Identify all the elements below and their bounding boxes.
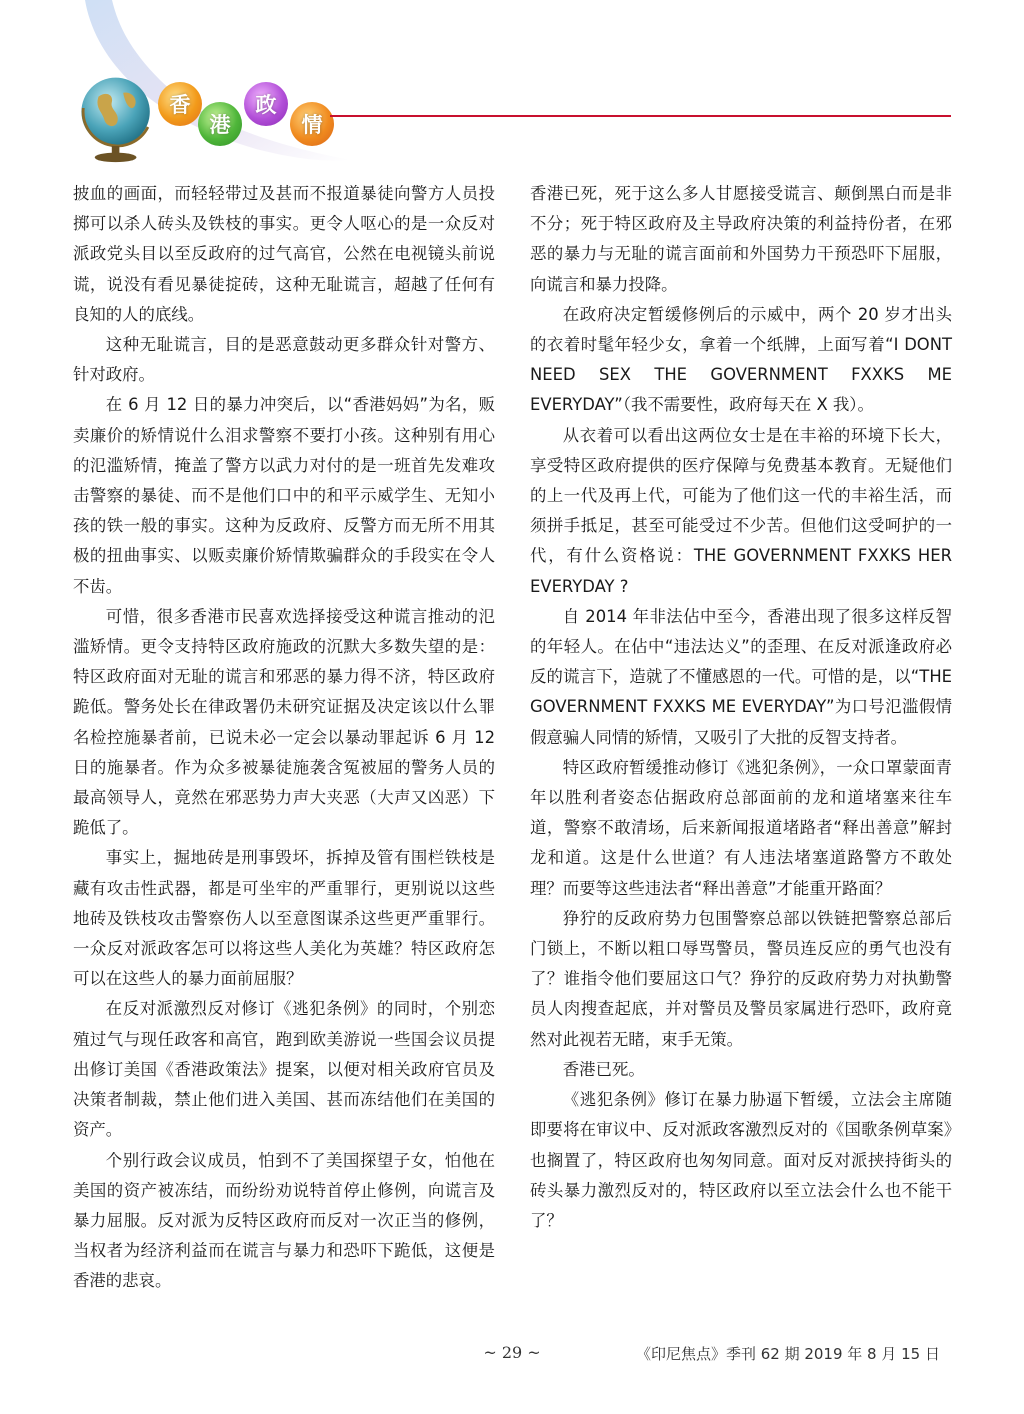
article-column-right xyxy=(530,179,952,1236)
paragraph: 在 6 月 12 日的暴力冲突后，以“香港妈妈”为名，贩卖廉价的矫情说什么泪求警察不要打小孩。这种别有用心的氾滥矫情，掩盖了警方以武力对付的是一班首先发难攻击警察的暴徒、而不是他们口中的和平示威学生、无知小孩的铁一般的事实。这种为反政府、反警方而无所不用其极的扭曲事实、以贩卖廉价矫情欺骗群众的手段实在令人不齿。 xyxy=(73,395,495,596)
paragraph: 《逃犯条例》修订在暴力胁逼下暂缓，立法会主席随即要将在审议中、反对派政客激烈反对的《国歌条例草案》也搁置了，特区政府也匆匆同意。面对反对派挟持街头的砖头暴力激烈反对的，特区政府以至立法会什么也不能干了？ xyxy=(530,1090,952,1230)
section-title-char: 情 xyxy=(290,102,334,146)
section-title-char: 港 xyxy=(198,102,242,146)
paragraph: 事实上，掘地砖是刑事毁坏，拆掉及管有围栏铁枝是藏有攻击性武器，都是可坐牢的严重罪行，更别说以这些地砖及铁枝攻击警察伤人以至意图谋杀这些更严重罪行。一众反对派政客怎可以将这些人美化为英雄？特区政府怎可以在这些人的暴力面前屈服？ xyxy=(73,848,495,989)
paragraph: 在政府决定暂缓修例后的示威中，两个 20 岁才出头的衣着时髦年轻少女，拿着一个纸牌，上面写着“I DONT NEED SEX THE GOVERNMENT FXXKS ME EVERYDAY”（我不需要性，政府每天在 X 我）。 xyxy=(530,304,952,415)
section-title xyxy=(150,74,350,154)
section-title-char: 香 xyxy=(158,82,202,126)
paragraph: 狰狞的反政府势力包围警察总部以铁链把警察总部后门锁上，不断以粗口辱骂警员，警员连反应的勇气也没有了？谁指令他们要屈这口气？狰狞的反政府势力对执勤警员人肉搜查起底，并对警员及警员家属进行恐吓，政府竟然对此视若无睹，束手无策。 xyxy=(530,908,952,1049)
section-title-char: 政 xyxy=(244,82,288,126)
page-number: ~ 29 ~ xyxy=(483,1343,541,1362)
paragraph: 个别行政会议成员，怕到不了美国探望子女，怕他在美国的资产被冻结，而纷纷劝说特首停止修例，向谎言及暴力屈服。反对派为反特区政府而反对一次正当的修例，当权者为经济利益而在谎言与暴力和恐吓下跪低，这便是香港的悲哀。 xyxy=(73,1150,495,1291)
paragraph: 这种无耻谎言，目的是恶意鼓动更多群众针对警方、针对政府。 xyxy=(73,335,495,385)
paragraph: 特区政府暂缓推动修订《逃犯条例》，一众口罩蒙面青年以胜利者姿态佔据政府总部面前的龙和道堵塞来往车道，警察不敢清场，后来新闻报道堵路者“释出善意”解封龙和道。这是什么世道？有人违法堵塞道路警方不敢处理？而要等这些违法者“释出善意”才能重开路面？ xyxy=(530,757,952,898)
article-column-left xyxy=(73,179,495,1297)
paragraph: 披血的画面，而轻轻带过及甚而不报道暴徒向警方人员投掷可以杀人砖头及铁枝的事实。更令人呕心的是一众反对派政党头目以至反政府的过气高官，公然在电视镜头前说谎，说没有看见暴徒掟砖，这种无耻谎言，超越了任何有良知的人的底线。 xyxy=(73,184,495,324)
paragraph: 可惜，很多香港市民喜欢选择接受这种谎言推动的氾滥矫情。更令支持特区政府施政的沉默大多数失望的是：特区政府面对无耻的谎言和邪恶的暴力得不济，特区政府跪低。警务处长在律政署仍未研究证据及决定该以什么罪名检控施暴者前，已说未必一定会以暴动罪起诉 6 月 12 日的施暴者。作为众多被暴徒施袭含冤被屈的警务人员的最高领导人，竟然在邪恶势力声大夹恶（大声又凶恶）下跪低了。 xyxy=(73,606,495,838)
paragraph: 从衣着可以看出这两位女士是在丰裕的环境下长大，享受特区政府提供的医疗保障与免费基本教育。无疑他们的上一代及再上代，可能为了他们这一代的丰裕生活，而须拼手抵足，甚至可能受过不少苦。但他们这受呵护的一代，有什么资格说：THE GOVERNMENT FXXKS HER EVERYDAY ? xyxy=(530,425,952,596)
paragraph: 在反对派激烈反对修订《逃犯条例》的同时，个别恋殖过气与现任政客和高官，跑到欧美游说一些国会议员提出修订美国《香港政策法》提案，以便对相关政府官员及决策者制裁，禁止他们进入美国、甚而冻结他们在美国的资产。 xyxy=(73,999,495,1140)
publication-info: 《印尼焦点》季刊 62 期 2019 年 8 月 15 日 xyxy=(635,1345,940,1363)
paragraph: 自 2014 年非法佔中至今，香港出现了很多这样反智的年轻人。在佔中“违法达义”的歪理、在反对派逢政府必反的谎言下，造就了不懂感恩的一代。可惜的是，以“THE GOVERNMENT FXXKS ME EVERYDAY”为口号氾滥假情假意骗人同情的矫情，又吸引了大批的反智支持者。 xyxy=(530,606,952,747)
paragraph: 香港已死。 xyxy=(562,1059,645,1079)
header-divider xyxy=(330,115,951,117)
paragraph: 香港已死，死于这么多人甘愿接受谎言、颠倒黑白而是非不分；死于特区政府及主导政府决策的利益持份者，在邪恶的暴力与无耻的谎言面前和外国势力干预恐吓下屈服，向谎言和暴力投降。 xyxy=(530,184,952,294)
